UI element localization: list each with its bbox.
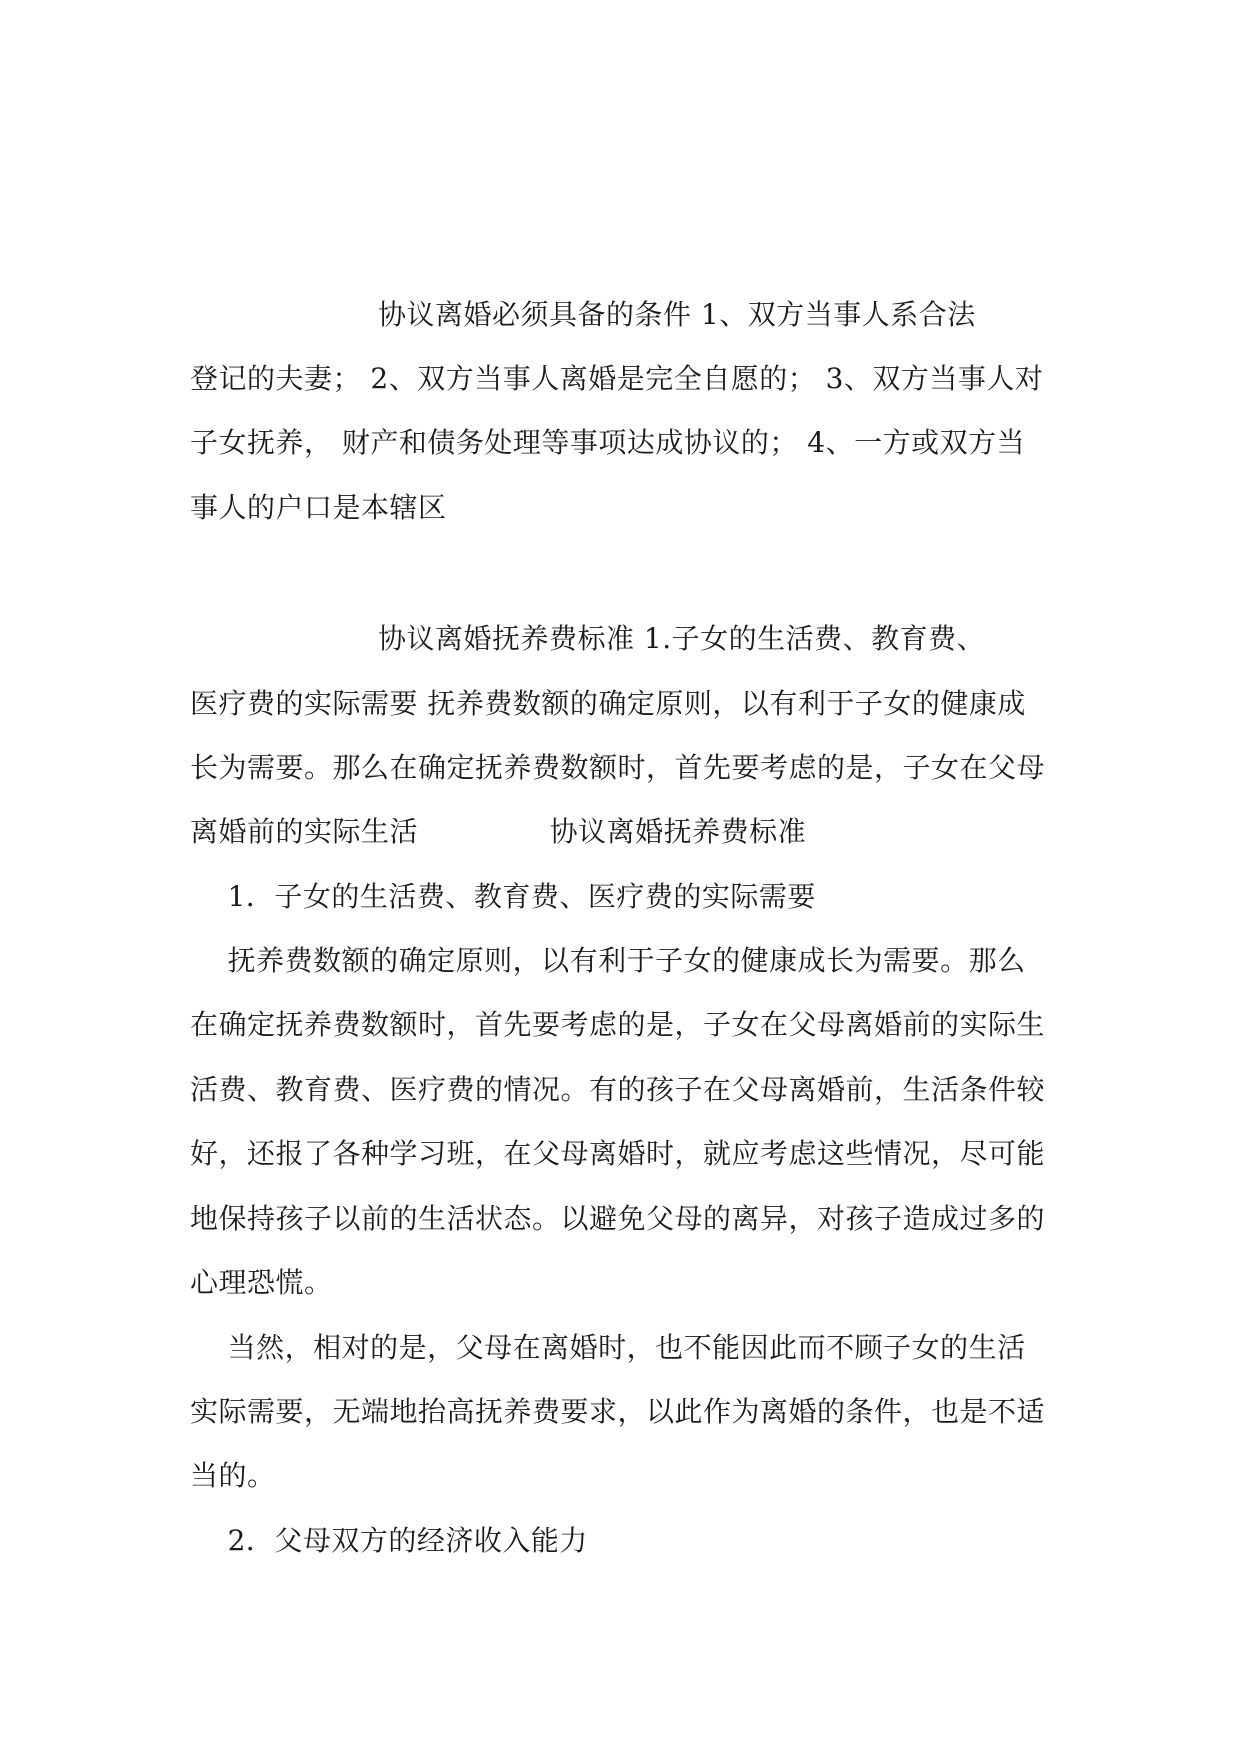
text-line: 心理恐慌。 [190,1266,333,1299]
text-line: 子女抚养， 财产和债务处理等事项达成协议的； 4、一方或双方当 [190,426,1026,459]
text-line: 事人的户口是本辖区 [190,491,447,524]
text-line: 协议离婚必须具备的条件 1、双方当事人系合法 [190,298,976,331]
text-line: 好，还报了各种学习班，在父母离婚时，就应考虑这些情况，尽可能 [190,1137,1046,1170]
text-line: 协议离婚抚养费标准 1.子女的生活费、教育费、 [190,622,986,655]
text-line: 活费、教育费、医疗费的情况。有的孩子在父母离婚前，生活条件较 [190,1073,1046,1106]
text-line: 登记的夫妻； 2、双方当事人离婚是完全自愿的； 3、双方当事人对 [190,362,1044,395]
text-line: 长为需要。那么在确定抚养费数额时，首先要考虑的是，子女在父母 [190,751,1046,784]
text-line: 1．子女的生活费、教育费、医疗费的实际需要 [190,880,816,913]
text-line: 当的。 [190,1459,276,1492]
text-line: 抚养费数额的确定原则，以有利于子女的健康成长为需要。那么 [190,944,1026,977]
text-line: 地保持孩子以前的生活状态。以避免父母的离异，对孩子造成过多的 [190,1202,1046,1235]
text-line: 在确定抚养费数额时，首先要考虑的是，子女在父母离婚前的实际生 [190,1008,1046,1041]
text-line: 实际需要，无端地抬高抚养费要求，以此作为离婚的条件，也是不适 [190,1395,1046,1428]
text-line: 2．父母双方的经济收入能力 [190,1524,588,1557]
text-line: 医疗费的实际需要 抚养费数额的确定原则，以有利于子女的健康成 [190,687,1026,720]
text-line: 离婚前的实际生活 协议离婚抚养费标准 [190,815,807,848]
text-line: 当然，相对的是，父母在离婚时，也不能因此而不顾子女的生活 [190,1331,1026,1364]
